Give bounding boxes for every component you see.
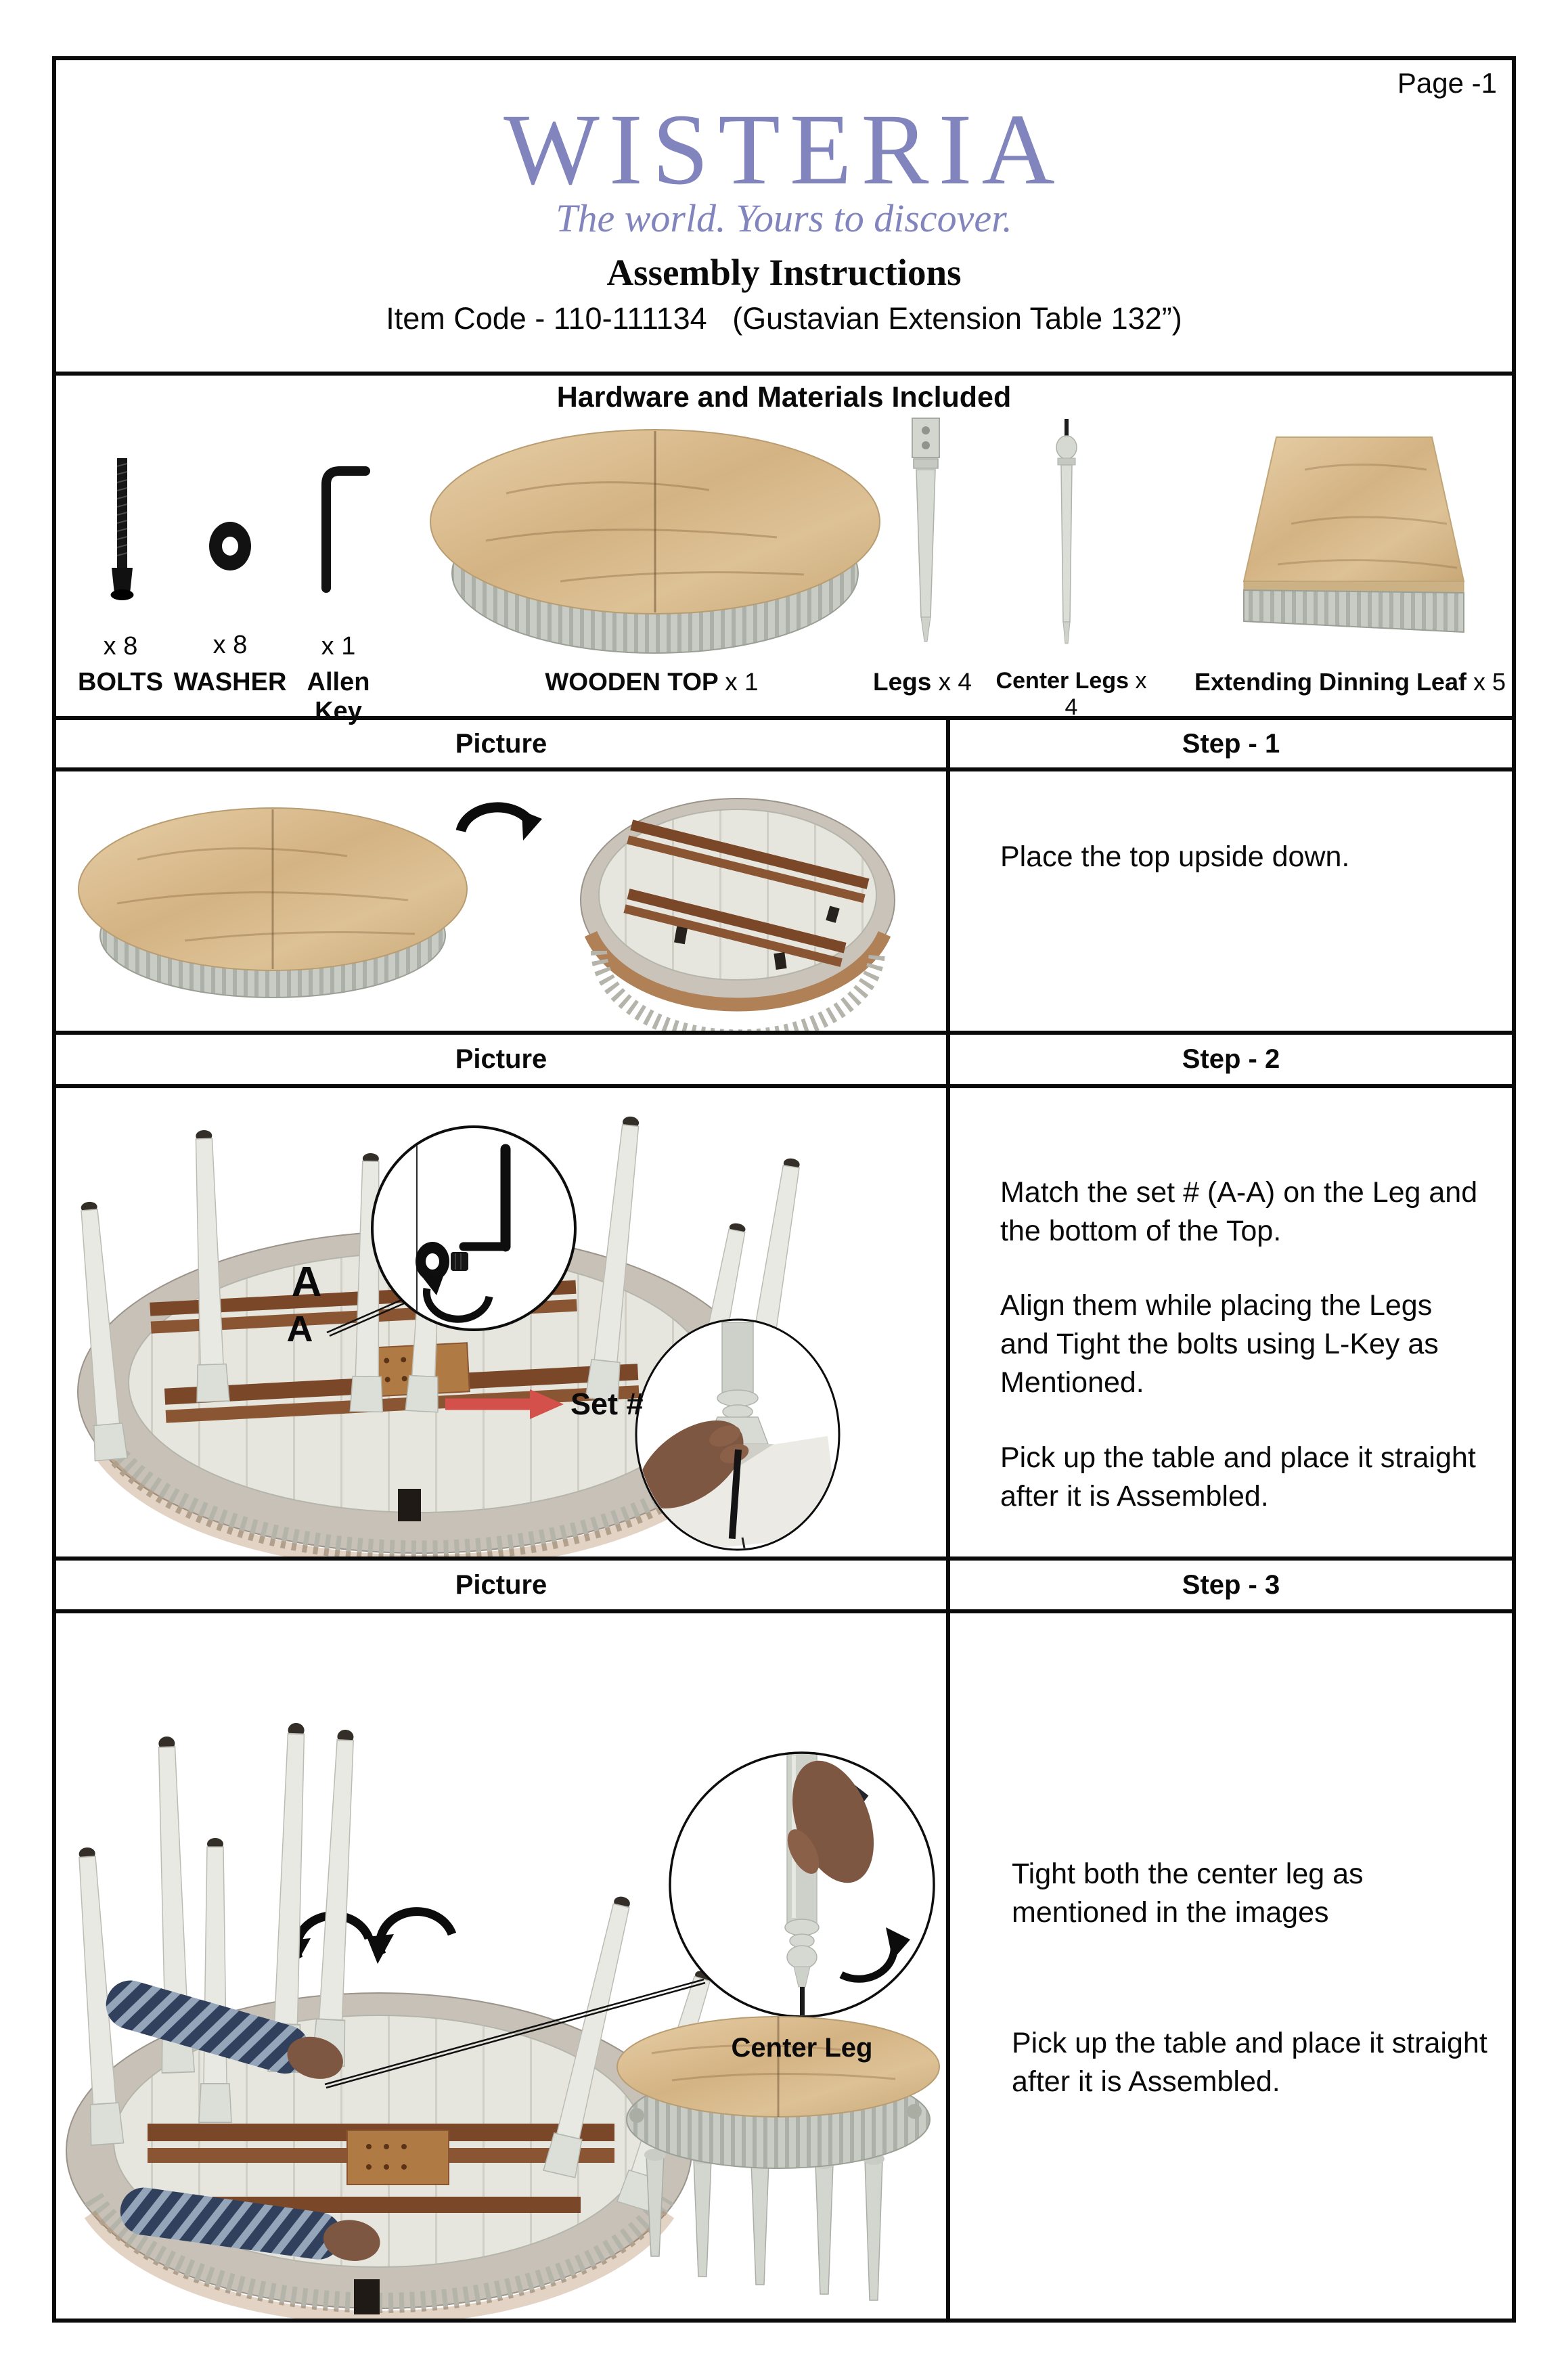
leg-icon	[895, 416, 956, 649]
upside-down-table-with-legs	[66, 1722, 720, 2317]
step2-picture	[56, 1088, 946, 1556]
set-mark-a-top: A	[291, 1259, 322, 1305]
step2-text-1: Match the set # (A-A) on the Leg and the bottom of the Top.	[1000, 1176, 1478, 1247]
legs-name: Legs	[873, 668, 932, 696]
extending-leaf-count: x 5	[1473, 668, 1506, 696]
legs-label	[855, 668, 990, 696]
allen-key-label: Allen Key	[307, 668, 370, 725]
washer-icon	[201, 507, 259, 588]
set-mark-a-bottom: A	[286, 1309, 313, 1349]
wooden-top-name: WOODEN TOP	[545, 668, 718, 696]
page-number: Page -1	[1397, 67, 1497, 99]
center-legs-label	[993, 668, 1149, 721]
step1-header: Step - 1	[1182, 729, 1280, 759]
step3-text-2: Pick up the table and place it straight after it is Assembled.	[1012, 2027, 1487, 2098]
legs-count: x 4	[938, 668, 972, 696]
step3-picture	[56, 1613, 946, 2319]
wooden-top-label	[483, 668, 821, 696]
brand-logo: WISTERIA	[503, 93, 1065, 206]
washer-count: x 8	[212, 631, 248, 659]
bolts-label: BOLTS	[78, 668, 163, 696]
rotate-arrow-icon	[367, 1912, 452, 1964]
table-top-assembled-view	[79, 808, 467, 998]
table-top-upside-down-view	[581, 799, 895, 1031]
center-legs-count: x 4	[1065, 668, 1147, 720]
step1-picture	[56, 771, 946, 1031]
bolt-icon	[91, 453, 152, 612]
step3-header: Step - 3	[1182, 1570, 1280, 1600]
center-leg-icon	[1043, 419, 1090, 649]
brand-tagline: The world. Yours to discover.	[556, 196, 1012, 240]
set-number-label: Set #	[570, 1387, 644, 1421]
allen-key-count: x 1	[321, 632, 356, 660]
center-leg-label: Center Leg	[731, 2033, 873, 2063]
flip-arrow-icon	[461, 807, 542, 841]
center-leg-inset	[670, 1749, 934, 2019]
step1-text: Place the top upside down.	[1000, 841, 1350, 873]
step2-text-3: Pick up the table and place it straight after it is Assembled.	[1000, 1441, 1476, 1513]
page-frame	[52, 56, 1516, 2323]
wooden-top-count: x 1	[725, 668, 759, 696]
center-legs-name: Center Legs	[995, 668, 1129, 694]
column-divider	[946, 716, 950, 2319]
magnifier-inset	[372, 1127, 575, 1330]
washer-label: WASHER	[173, 668, 287, 696]
bolt-detail-icon	[451, 1252, 468, 1271]
step2-picture-header: Picture	[455, 1044, 547, 1074]
center-leg-pin	[800, 1987, 805, 2019]
step3-text-1: Tight both the center leg as mentioned in the images	[1012, 1858, 1364, 1929]
item-code-line: Item Code - 110-111134 (Gustavian Extension Table 132”)	[386, 301, 1182, 336]
step2-text-2: Align them while placing the Legs and Tight the bolts using L-Key as Mentioned.	[1000, 1289, 1439, 1399]
extending-leaf-label	[1188, 668, 1513, 696]
step2-header: Step - 2	[1182, 1044, 1280, 1074]
hardware-title: Hardware and Materials Included	[556, 381, 1012, 413]
divider-below-header	[56, 372, 1512, 376]
step1-picture-header: Picture	[455, 729, 547, 759]
wooden-top-icon	[425, 426, 885, 663]
bolts-count: x 8	[103, 632, 138, 660]
extending-leaf-icon	[1224, 429, 1487, 649]
step3-picture-header: Picture	[455, 1570, 547, 1600]
extending-leaf-name: Extending Dinning Leaf	[1194, 668, 1466, 696]
allen-key-icon	[298, 456, 379, 595]
leg-detail	[722, 1322, 753, 1398]
document-title: Assembly Instructions	[606, 252, 962, 293]
